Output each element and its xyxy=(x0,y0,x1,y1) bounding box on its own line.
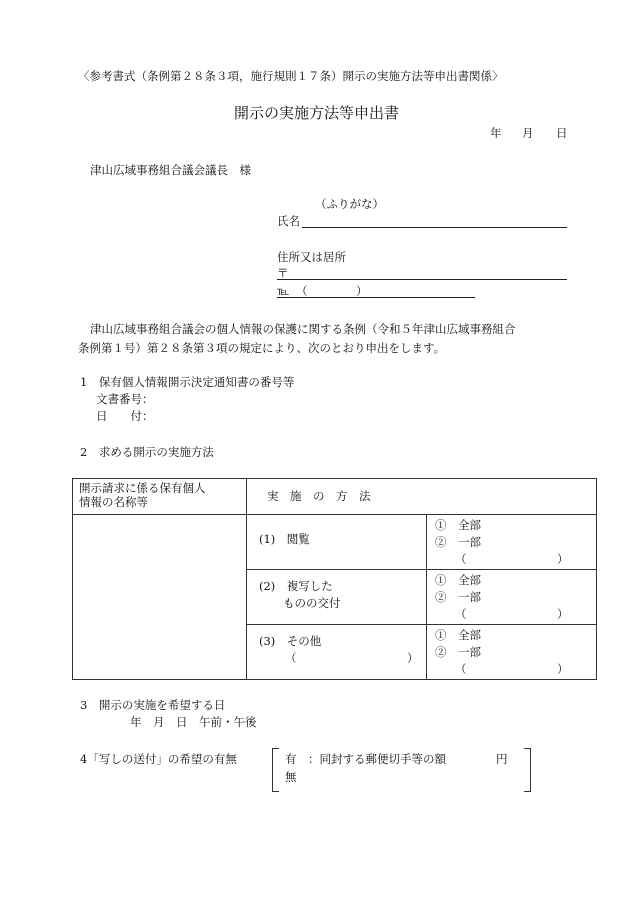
reference-format-note: 〈参考書式（条例第２８条３項，施行規則１７条）開示の実施方法等申出書関係〉 xyxy=(78,69,504,83)
scope-3-paren-close: ） xyxy=(557,662,569,676)
method-2-label-line2: ものの交付 xyxy=(283,596,341,610)
body-text-line-2: 条例第１号）第２８条第３項の規定により、次のとおり申出をします。 xyxy=(78,341,446,355)
date-month: 月 xyxy=(522,126,534,140)
disclosure-method-table xyxy=(72,478,597,680)
bracket-left xyxy=(272,748,279,792)
tel-paren-open: （ xyxy=(296,284,308,298)
furigana-label: （ふりがな） xyxy=(315,197,384,211)
body-text-line-1: 津山広域事務組合議会の個人情報の保護に関する条例（令和５年津山広域事務組合 xyxy=(90,322,516,336)
postal-mark: 〒 xyxy=(277,266,289,280)
section1-heading: 1 保有個人情報開示決定通知書の番号等 xyxy=(80,375,295,389)
method-header xyxy=(247,479,597,515)
scope-1-paren-open: （ xyxy=(455,552,467,566)
doc-number-label: 文書番号： xyxy=(96,392,154,406)
tel-field-line[interactable] xyxy=(277,297,475,298)
scope-3-part[interactable]: ② 一部 xyxy=(435,645,481,659)
scope-cell-3 xyxy=(427,625,597,680)
addressee: 津山広域事務組合議会議長 様 xyxy=(90,163,251,177)
method-2-label-line1: (2) 複写した xyxy=(259,579,333,593)
scope-2-all[interactable]: ① 全部 xyxy=(435,573,481,587)
mailing-option-yes[interactable]: 有 ：同封する郵便切手等の額 xyxy=(285,752,446,766)
scope-3-paren-open: （ xyxy=(455,662,467,676)
info-name-header-line1: 開示請求に係る保有個人 xyxy=(79,481,206,495)
address-field-line[interactable] xyxy=(277,279,567,280)
scope-1-part[interactable]: ② 一部 xyxy=(435,535,481,549)
bracket-right xyxy=(524,748,531,792)
scope-cell-2 xyxy=(427,570,597,625)
scope-1-paren-close: ） xyxy=(557,552,569,566)
tel-paren-close: ） xyxy=(356,284,368,298)
preferred-date-line: 年 月 日 午前・午後 xyxy=(130,715,257,729)
section2-heading: 2 求める開示の実施方法 xyxy=(80,445,214,459)
scope-1-all[interactable]: ① 全部 xyxy=(435,518,481,532)
name-field-line[interactable] xyxy=(302,227,567,228)
mailing-option-no[interactable]: 無 xyxy=(285,770,297,784)
date-year: 年 xyxy=(490,126,502,140)
section3-heading: 3 開示の実施を希望する日 xyxy=(80,698,226,712)
scope-3-all[interactable]: ① 全部 xyxy=(435,628,481,642)
notice-date-label: 日 付： xyxy=(96,409,154,423)
scope-cell-1 xyxy=(427,515,597,570)
info-name-header-line2: 情報の名称等 xyxy=(79,495,148,509)
scope-2-paren-close: ） xyxy=(557,607,569,621)
page-title: 開示の実施方法等申出書 xyxy=(234,104,400,122)
method-3-paren-close: ） xyxy=(407,651,419,665)
scope-2-part[interactable]: ② 一部 xyxy=(435,590,481,604)
method-cell-2 xyxy=(247,570,427,625)
method-cell-3 xyxy=(247,625,427,680)
method-1-label: (1) 閲覧 xyxy=(259,532,310,546)
date-day: 日 xyxy=(556,126,568,140)
address-label: 住所又は居所 xyxy=(277,250,346,264)
method-header-label: 実 施 の 方 法 xyxy=(267,489,371,503)
section4-heading: 4「写しの送付」の希望の有無 xyxy=(80,752,237,766)
method-3-paren-open: （ xyxy=(285,651,297,665)
tel-label: ℡ xyxy=(277,284,290,298)
method-cell-1 xyxy=(247,515,427,570)
info-name-cell[interactable] xyxy=(73,515,247,680)
method-3-label: (3) その他 xyxy=(259,634,322,648)
yen-unit: 円 xyxy=(496,752,508,766)
name-label: 氏名 xyxy=(277,214,300,228)
info-name-header xyxy=(73,479,247,515)
scope-2-paren-open: （ xyxy=(455,607,467,621)
